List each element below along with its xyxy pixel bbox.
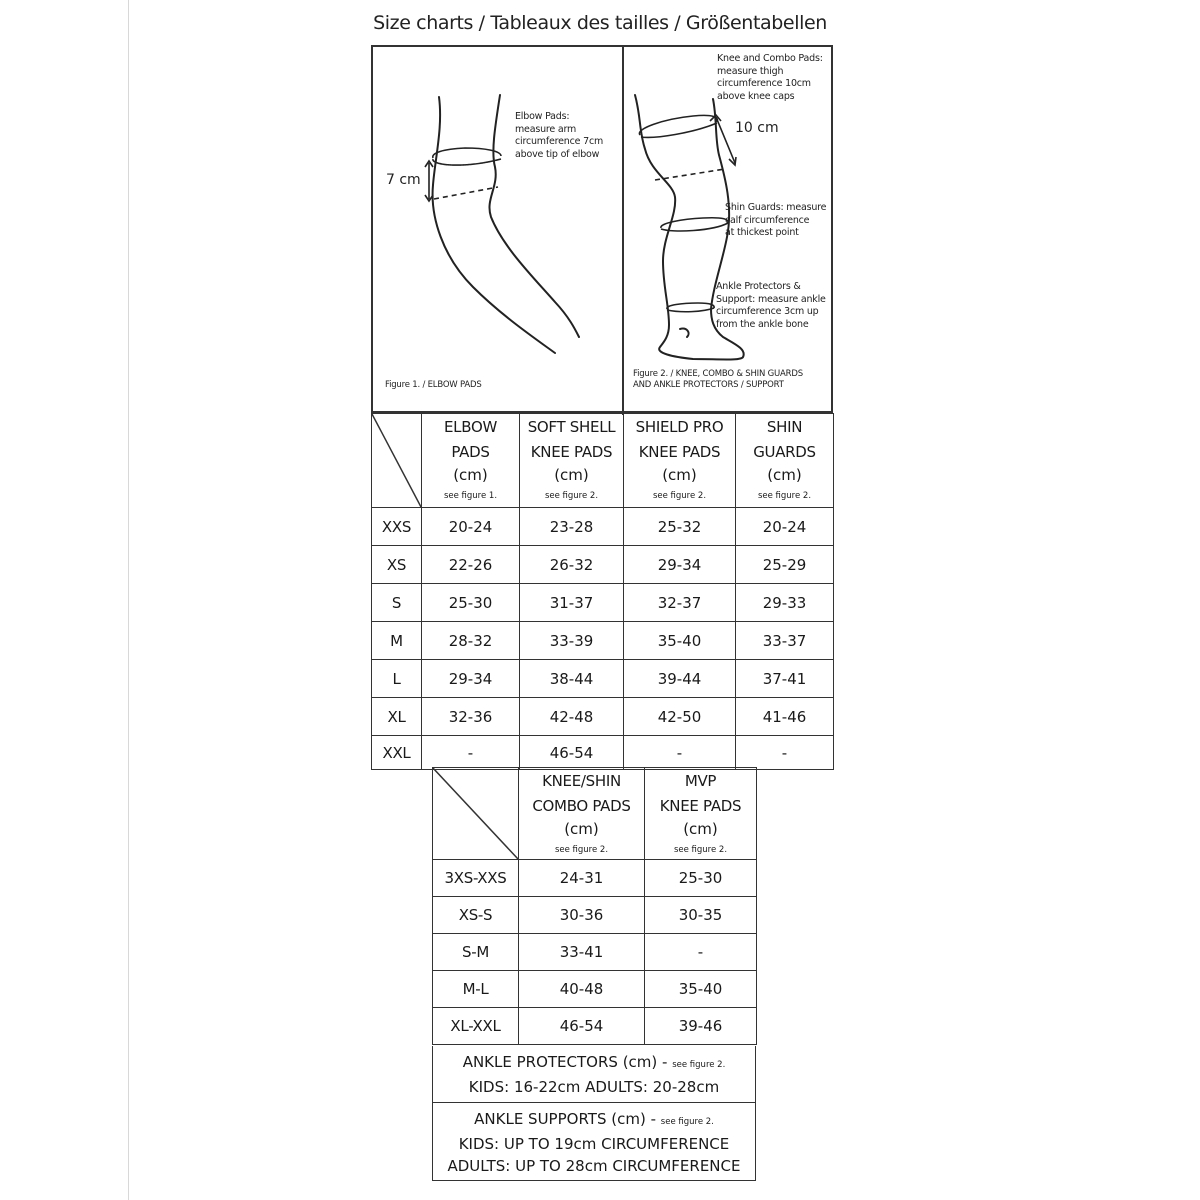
header-title: ELBOW	[444, 418, 497, 436]
caption-line: AND ANKLE PROTECTORS / SUPPORT	[633, 380, 784, 390]
knee-measure-label: 10 cm	[735, 120, 779, 136]
value-cell: 31-37	[520, 584, 624, 622]
size-cell: M	[372, 622, 422, 660]
ankle-supports-kids: KIDS: UP TO 19cm CIRCUMFERENCE	[458, 1135, 730, 1153]
size-cell: L	[372, 660, 422, 698]
corner-diagonal	[372, 414, 421, 507]
ankle-supports-heading-line	[433, 1108, 755, 1133]
page-edge-rule	[128, 0, 129, 1200]
value-cell: 29-34	[624, 546, 736, 584]
header-corner-cell	[433, 768, 519, 860]
value-cell: 30-35	[645, 897, 757, 934]
page-title: Size charts / Tableaux des tailles / Größentabellen	[373, 12, 827, 34]
note-line: at thickest point	[725, 227, 799, 238]
value-cell: 26-32	[520, 546, 624, 584]
size-cell: M-L	[433, 971, 519, 1008]
header-ref: see figure 2.	[757, 491, 812, 501]
value-cell: 35-40	[624, 622, 736, 660]
header-shield-pro-knee-pads	[624, 414, 736, 508]
ankle-note	[716, 281, 826, 331]
table-header-row	[433, 768, 757, 860]
shin-guards-note	[725, 202, 826, 240]
note-line: calf circumference	[725, 214, 810, 226]
header-title: GUARDS	[753, 443, 816, 461]
ankle-protectors-sizes: KIDS: 16-22cm ADULTS: 20-28cm	[468, 1078, 720, 1096]
value-cell: 23-28	[520, 508, 624, 546]
header-unit: (cm)	[453, 466, 488, 484]
value-cell: 39-46	[645, 1008, 757, 1045]
size-cell: S	[372, 584, 422, 622]
size-cell: XXL	[372, 736, 422, 770]
table-row	[372, 508, 834, 546]
value-cell: 33-39	[520, 622, 624, 660]
note-line: measure arm	[515, 123, 577, 135]
value-cell: -	[422, 736, 520, 770]
header-title: KNEE PADS	[638, 443, 721, 461]
table-row	[433, 934, 757, 971]
header-unit: (cm)	[564, 820, 599, 838]
value-cell: -	[624, 736, 736, 770]
value-cell: -	[736, 736, 834, 770]
value-cell: 29-33	[736, 584, 834, 622]
table-row	[372, 660, 834, 698]
header-unit: (cm)	[683, 820, 718, 838]
value-cell: -	[645, 934, 757, 971]
header-title: SOFT SHELL	[527, 418, 616, 436]
note-line: Knee and Combo Pads:	[717, 53, 823, 64]
header-shin-guards	[736, 414, 834, 508]
value-cell: 39-44	[624, 660, 736, 698]
ankle-protectors-ref: see figure 2.	[672, 1060, 726, 1070]
note-line: above tip of elbow	[515, 148, 600, 160]
table-row	[433, 897, 757, 934]
corner-diagonal	[433, 768, 518, 859]
value-cell: 30-36	[519, 897, 645, 934]
value-cell: 20-24	[422, 508, 520, 546]
value-cell: 24-31	[519, 860, 645, 897]
table-row	[372, 622, 834, 660]
value-cell: 20-24	[736, 508, 834, 546]
header-title: MVP	[684, 772, 717, 790]
value-cell: 25-29	[736, 546, 834, 584]
table-row	[372, 584, 834, 622]
value-cell: 35-40	[645, 971, 757, 1008]
value-cell: 42-50	[624, 698, 736, 736]
note-line: above knee caps	[717, 90, 795, 102]
size-cell: XL-XXL	[433, 1008, 519, 1045]
size-table-combo	[432, 767, 757, 1045]
size-table-main	[371, 413, 834, 770]
table-row	[372, 546, 834, 584]
value-cell: 25-30	[645, 860, 757, 897]
caption-line: Figure 2. / KNEE, COMBO & SHIN GUARDS	[633, 369, 803, 379]
figures-panel	[371, 45, 833, 413]
value-cell: 40-48	[519, 971, 645, 1008]
note-line: from the ankle bone	[716, 318, 809, 330]
size-cell: XL	[372, 698, 422, 736]
ankle-protectors-heading: ANKLE PROTECTORS (cm) -	[462, 1053, 668, 1071]
table-row	[433, 971, 757, 1008]
header-title: SHIN	[766, 418, 803, 436]
header-soft-shell-knee-pads	[520, 414, 624, 508]
value-cell: 41-46	[736, 698, 834, 736]
header-ref: see figure 2.	[544, 491, 599, 501]
header-unit: (cm)	[554, 466, 589, 484]
size-cell: 3XS-XXS	[433, 860, 519, 897]
table-header-row	[372, 414, 834, 508]
elbow-pads-note	[515, 111, 603, 161]
note-line: Shin Guards: measure	[725, 202, 827, 213]
size-cell: XS	[372, 546, 422, 584]
table-row	[433, 860, 757, 897]
size-cell: XS-S	[433, 897, 519, 934]
header-ref: see figure 1.	[443, 491, 498, 501]
value-cell: 25-30	[422, 584, 520, 622]
header-mvp-knee-pads	[645, 768, 757, 860]
header-corner-cell	[372, 414, 422, 508]
ankle-supports-ref: see figure 2.	[660, 1117, 714, 1127]
table-row	[433, 1008, 757, 1045]
note-line: circumference 10cm	[717, 78, 811, 89]
ankle-protectors-heading-line	[433, 1051, 755, 1076]
ankle-supports-adults: ADULTS: UP TO 28cm CIRCUMFERENCE	[447, 1157, 741, 1175]
table-row	[372, 736, 834, 770]
value-cell: 32-36	[422, 698, 520, 736]
value-cell: 25-32	[624, 508, 736, 546]
header-ref: see figure 2.	[652, 491, 707, 501]
note-line: Support: measure ankle	[716, 293, 826, 305]
table-row	[372, 698, 834, 736]
note-line: circumference 7cm	[515, 136, 604, 147]
value-cell: 29-34	[422, 660, 520, 698]
ankle-protectors-box	[432, 1046, 756, 1103]
value-cell: 32-37	[624, 584, 736, 622]
note-line: Ankle Protectors &	[716, 281, 801, 292]
figure2-caption	[633, 369, 803, 391]
value-cell: 22-26	[422, 546, 520, 584]
header-knee-shin-combo-pads	[519, 768, 645, 860]
header-unit: (cm)	[767, 466, 802, 484]
value-cell: 33-37	[736, 622, 834, 660]
ankle-supports-box	[432, 1103, 756, 1181]
value-cell: 33-41	[519, 934, 645, 971]
figure1-caption: Figure 1. / ELBOW PADS	[385, 380, 482, 390]
header-title: KNEE/SHIN	[542, 772, 621, 790]
value-cell: 37-41	[736, 660, 834, 698]
value-cell: 28-32	[422, 622, 520, 660]
header-title: KNEE PADS	[659, 797, 742, 815]
note-line: circumference 3cm up	[716, 306, 819, 317]
value-cell: 38-44	[520, 660, 624, 698]
header-elbow-pads	[422, 414, 520, 508]
value-cell: 46-54	[519, 1008, 645, 1045]
note-line: Elbow Pads:	[515, 111, 570, 122]
value-cell: 42-48	[520, 698, 624, 736]
header-ref: see figure 2.	[673, 845, 728, 855]
header-title: KNEE PADS	[530, 443, 613, 461]
header-title: PADS	[451, 443, 490, 461]
ankle-supports-heading: ANKLE SUPPORTS (cm) -	[474, 1110, 656, 1128]
value-cell: 46-54	[520, 736, 624, 770]
size-cell: XXS	[372, 508, 422, 546]
header-unit: (cm)	[662, 466, 697, 484]
knee-combo-note	[717, 53, 823, 103]
header-ref: see figure 2.	[554, 845, 609, 855]
size-cell: S-M	[433, 934, 519, 971]
elbow-measure-label: 7 cm	[386, 172, 421, 188]
note-line: measure thigh	[717, 65, 784, 77]
header-title: COMBO PADS	[532, 797, 631, 815]
header-title: SHIELD PRO	[635, 418, 724, 436]
